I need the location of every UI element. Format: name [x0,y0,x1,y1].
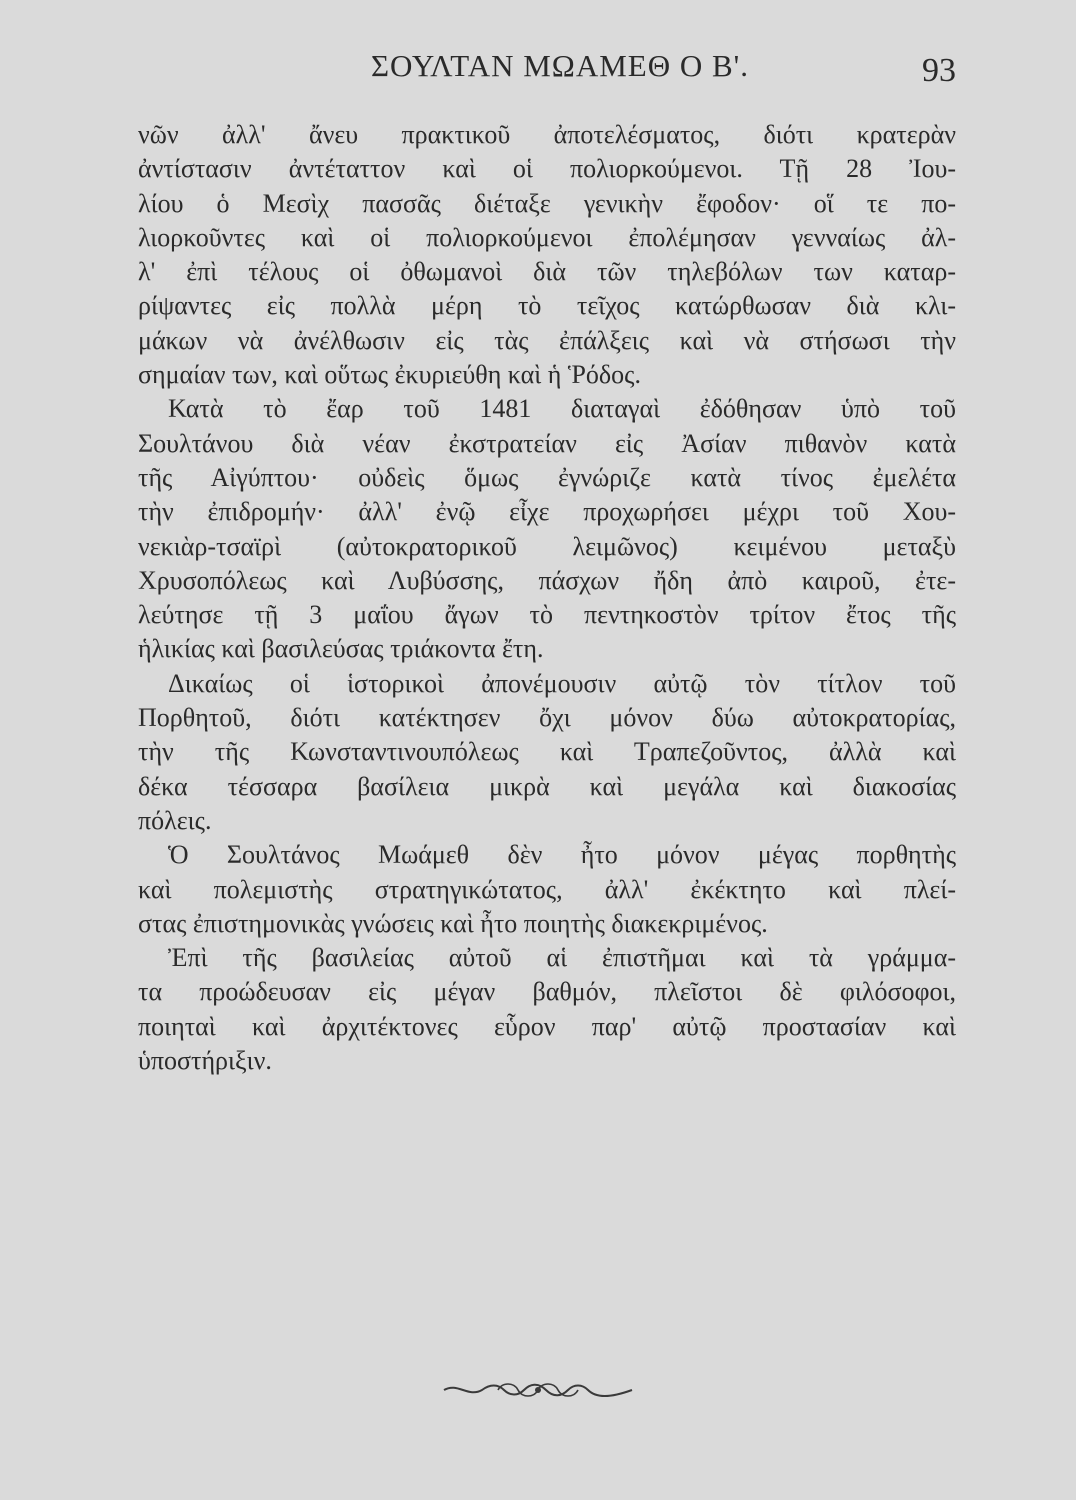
page-header [0,48,1076,108]
text-line: δέκα τέσσαρα βασίλεια μικρὰ καὶ μεγάλα καὶ διακοσίας [138,771,956,801]
text-line: τα προώδευσαν εἰς μέγαν βαθμόν, πλεῖστοι δὲ φιλόσοφοι, [138,977,956,1007]
text-line: Χρυσοπόλεως καὶ Λυβύσσης, πάσχων ἤδη ἀπὸ καιροῦ, ἐτε- [138,565,956,595]
text-line: νῶν ἀλλ' ἄνευ πρακτικοῦ ἀποτελέσματος, διότι κρατερὰν [138,120,956,149]
text-line: στας ἐπιστημονικὰς γνώσεις καὶ ἦτο ποιητὴς διακεκριμένος. [138,908,768,938]
text-line: Σουλτάνου διὰ νέαν ἐκστρατείαν εἰς Ἀσίαν πιθανὸν κατὰ [138,428,956,458]
text-line: μάκων νὰ ἀνέλθωσιν εἰς τὰς ἐπάλξεις καὶ νὰ στήσωσι τὴν [138,325,956,355]
text-line: τὴν τῆς Κωνσταντινουπόλεως καὶ Τραπεζοῦντος, ἀλλὰ καὶ [138,737,956,767]
text-line: ἡλικίας καὶ βασιλεύσας τριάκοντα ἔτη. [138,634,544,664]
text-line: Ὁ Σουλτάνος Μωάμεθ δὲν ἦτο μόνον μέγας πορθητὴς [168,840,956,870]
paragraph-5 [138,941,956,1078]
text-line: Δικαίως οἱ ἱστορικοὶ ἀπονέμουσιν αὐτῷ τὸν τίτλον τοῦ [168,668,956,698]
text-line: τῆς Αἰγύπτου· οὐδεὶς ὅμως ἐγνώριζε κατὰ τίνος ἐμελέτα [138,462,956,492]
paragraph-3 [138,667,956,838]
text-line: λεύτησε τῇ 3 μαΐου ἄγων τὸ πεντηκοστὸν τρίτον ἔτος τῆς [138,600,956,630]
text-line: λ' ἐπὶ τέλους οἱ ὀθωμανοὶ διὰ τῶν τηλεβόλων των καταρ- [138,257,956,287]
text-line: λίου ὁ Μεσὶχ πασσᾶς διέταξε γενικὴν ἔφοδον· οἵ τε πο- [138,188,956,218]
paragraph-1 [138,118,956,392]
text-line: ρίψαντες εἰς πολλὰ μέρη τὸ τεῖχος κατώρθωσαν διὰ κλι- [138,291,956,321]
running-title: ΣΟΥΛΤΑΝ ΜΩΑΜΕΘ Ο Β'. [370,48,749,83]
text-line: Πορθητοῦ, διότι κατέκτησεν ὄχι μόνον δύω αὐτοκρατορίας, [138,703,956,733]
text-line: τὴν ἐπιδρομήν· ἀλλ' ἐνῷ εἶχε προχωρήσει μέχρι τοῦ Χου- [138,497,956,527]
text-line: καὶ πολεμιστὴς στρατηγικώτατος, ἀλλ' ἐκέκτητο καὶ πλεί- [138,874,956,904]
text-line: νεκιὰρ-τσαϊρὶ (αὐτοκρατορικοῦ λειμῶνος) κειμένου μεταξὺ [138,531,956,561]
end-ornament [0,1378,1076,1406]
text-line: πόλεις. [138,805,212,835]
text-line: σημαίαν των, καὶ οὕτως ἐκυριεύθη καὶ ἡ Ῥόδος. [138,360,641,390]
page-body [138,118,956,1078]
text-line: ὑποστήριξιν. [138,1046,272,1076]
text-line: λιορκοῦντες καὶ οἱ πολιορκούμενοι ἐπολέμησαν γενναίως ἀλ- [138,222,956,252]
paragraph-4 [138,838,956,941]
text-line: ποιηταὶ καὶ ἀρχιτέκτονες εὗρον παρ' αὐτῷ προστασίαν καὶ [138,1011,956,1041]
text-line: Ἐπὶ τῆς βασιλείας αὐτοῦ αἱ ἐπιστῆμαι καὶ τὰ γράμμα- [168,943,956,973]
page-number: 93 [922,52,956,89]
text-line: Κατὰ τὸ ἔαρ τοῦ 1481 διαταγαὶ ἐδόθησαν ὑπὸ τοῦ [168,394,956,424]
flourish-ornament-icon [438,1378,638,1402]
text-line: ἀντίστασιν ἀντέταττον καὶ οἱ πολιορκούμενοι. Τῇ 28 Ἰου- [138,154,956,184]
paragraph-2 [138,392,956,666]
